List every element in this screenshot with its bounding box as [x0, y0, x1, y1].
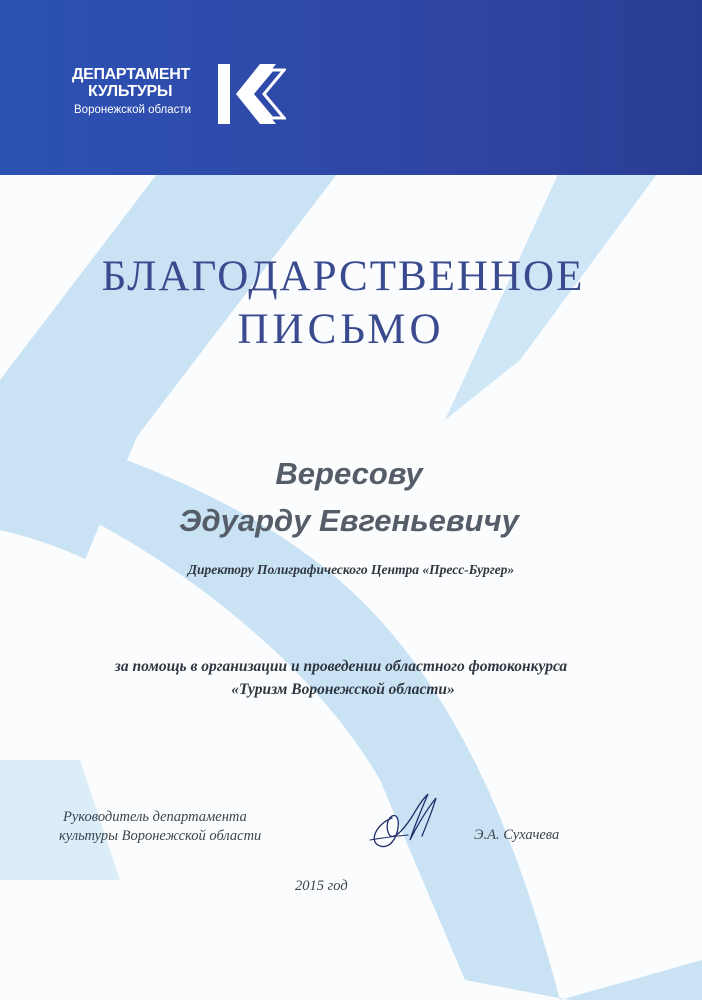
- handwritten-signature: [362, 788, 442, 860]
- header-band-edge: [0, 140, 702, 175]
- logo-text-department: ДЕПАРТАМЕНТ: [72, 66, 190, 83]
- document-year: 2015 год: [295, 878, 348, 894]
- logo-text-culture: КУЛЬТУРЫ: [88, 83, 173, 100]
- department-logo: [72, 60, 286, 128]
- document-title-line2: ПИСЬМО: [237, 306, 445, 353]
- document-title-line1: БЛАГОДАРСТВЕННОЕ: [101, 253, 585, 300]
- signatory-title-line2: культуры Воронежской области: [59, 828, 262, 844]
- reason-line2: «Туризм Воронежской области»: [231, 681, 455, 698]
- reason-line1: за помощь в организации и проведении областного фотоконкурса: [114, 658, 568, 675]
- recipient-position: Директору Полиграфического Центра «Пресс-Бургер»: [187, 562, 515, 577]
- signatory-title-line1: Руководитель департамента: [63, 809, 247, 825]
- recipient-given-names: Эдуарду Евгеньевичу: [179, 503, 519, 538]
- recipient-surname: Вересову: [275, 456, 423, 491]
- logo-k-mark-icon: [218, 62, 286, 126]
- logo-text-region: Воронежской области: [74, 104, 192, 116]
- signatory-name: Э.А. Сухачева: [474, 827, 560, 843]
- signatory-title: [59, 808, 262, 846]
